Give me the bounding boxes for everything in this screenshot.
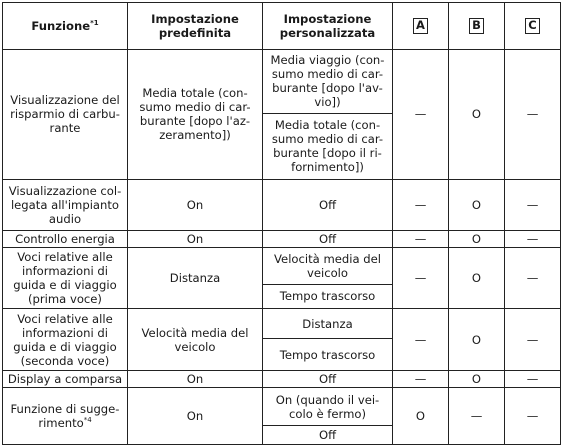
- custom-cell: Media viaggio (con- sumo medio di car- burante [dopo l'av- vio]): [263, 49, 393, 113]
- header-function-footnote: *1: [90, 18, 99, 27]
- default-cell: Distanza: [128, 247, 263, 308]
- col-c-letter: C: [525, 18, 540, 34]
- table-row: [3, 230, 561, 247]
- function-label: Funzione di sugge- rimento: [10, 402, 120, 431]
- header-default: Impostazione predefinita: [128, 3, 263, 50]
- settings-table: [2, 2, 561, 445]
- col-a-cell: —: [393, 247, 449, 308]
- table-row: [3, 49, 561, 113]
- default-cell: On: [128, 388, 263, 445]
- col-c-cell: —: [505, 371, 561, 388]
- col-c-cell: —: [505, 230, 561, 247]
- col-b-cell: O: [449, 371, 505, 388]
- header-row: [3, 3, 561, 50]
- default-cell: On: [128, 371, 263, 388]
- table-row: [3, 388, 561, 425]
- col-b-letter: B: [469, 18, 484, 34]
- col-a-cell: —: [393, 371, 449, 388]
- col-b-cell: —: [449, 388, 505, 445]
- custom-cell: Velocità media del veicolo: [263, 247, 393, 284]
- col-a-cell: —: [393, 230, 449, 247]
- function-cell: Visualizzazione col- legata all'impianto audio: [3, 179, 128, 230]
- col-c-cell: —: [505, 179, 561, 230]
- header-col-c: [505, 3, 561, 50]
- function-footnote: *4: [83, 416, 92, 425]
- custom-cell: Off: [263, 230, 393, 247]
- default-cell: Velocità media del veicolo: [128, 308, 263, 371]
- custom-cell: Tempo trascorso: [263, 339, 393, 371]
- col-b-cell: O: [449, 49, 505, 179]
- col-c-cell: —: [505, 388, 561, 445]
- col-b-cell: O: [449, 179, 505, 230]
- header-function-label: Funzione: [31, 18, 91, 33]
- table-row: [3, 371, 561, 388]
- default-cell: On: [128, 179, 263, 230]
- custom-cell: Media totale (con- sumo medio di car- burante [dopo il ri- fornimento]): [263, 113, 393, 179]
- function-cell: [3, 388, 128, 445]
- table-row: [3, 179, 561, 230]
- custom-cell: Off: [263, 425, 393, 444]
- default-cell: On: [128, 230, 263, 247]
- table-row: [3, 308, 561, 339]
- col-b-cell: O: [449, 308, 505, 371]
- default-cell: Media totale (con- sumo medio di car- burante [dopo l'az- zeramento]): [128, 49, 263, 179]
- function-cell: Voci relative alle informazioni di guida e di viaggio (prima voce): [3, 247, 128, 308]
- custom-cell: Off: [263, 179, 393, 230]
- custom-cell: On (quando il vei- colo è fermo): [263, 388, 393, 425]
- header-custom: Impostazione personalizzata: [263, 3, 393, 50]
- col-a-cell: —: [393, 49, 449, 179]
- col-c-cell: —: [505, 308, 561, 371]
- function-cell: Visualizzazione del risparmio di carbu- rante: [3, 49, 128, 179]
- function-cell: Controllo energia: [3, 230, 128, 247]
- custom-cell: Off: [263, 371, 393, 388]
- function-cell: Voci relative alle informazioni di guida e di viaggio (seconda voce): [3, 308, 128, 371]
- table-row: [3, 247, 561, 284]
- function-cell: Display a comparsa: [3, 371, 128, 388]
- col-c-cell: —: [505, 49, 561, 179]
- col-b-cell: O: [449, 230, 505, 247]
- custom-cell: Distanza: [263, 308, 393, 339]
- col-a-cell: —: [393, 179, 449, 230]
- col-a-cell: O: [393, 388, 449, 445]
- col-b-cell: O: [449, 247, 505, 308]
- col-c-cell: —: [505, 247, 561, 308]
- col-a-letter: A: [413, 18, 428, 34]
- header-col-b: [449, 3, 505, 50]
- header-function: [3, 3, 128, 50]
- header-col-a: [393, 3, 449, 50]
- custom-cell: Tempo trascorso: [263, 285, 393, 308]
- col-a-cell: —: [393, 308, 449, 371]
